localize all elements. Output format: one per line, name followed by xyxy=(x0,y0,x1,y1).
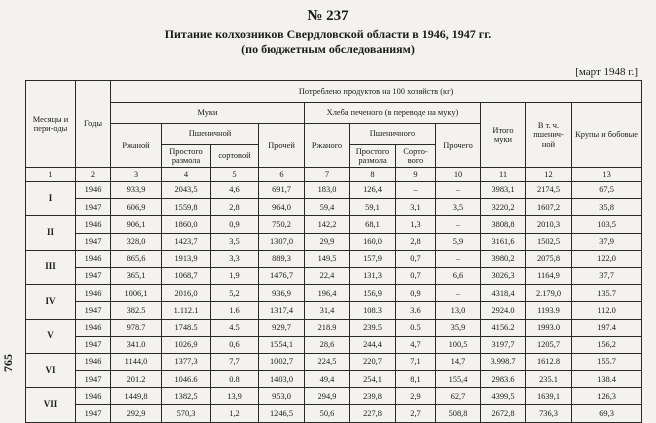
value-cell: 7,7 xyxy=(211,353,259,370)
table-row xyxy=(26,371,642,388)
year-cell: 1946 xyxy=(76,250,111,267)
column-number: 13 xyxy=(572,168,642,182)
year-cell: 1946 xyxy=(76,388,111,405)
value-cell: 4.5 xyxy=(211,319,259,336)
column-number: 4 xyxy=(162,168,211,182)
column-number: 12 xyxy=(526,168,572,182)
value-cell: 1913,9 xyxy=(162,250,211,267)
value-cell: 1476,7 xyxy=(259,267,305,284)
value-cell: 736,3 xyxy=(526,405,572,422)
month-label: I xyxy=(26,182,76,216)
value-cell: 328,0 xyxy=(111,233,162,250)
value-cell: 68,1 xyxy=(350,216,396,233)
column-number: 11 xyxy=(481,168,526,182)
value-cell: 156,2 xyxy=(572,336,642,353)
value-cell: 1193.9 xyxy=(526,302,572,319)
value-cell: 112.0 xyxy=(572,302,642,319)
value-cell: 149,5 xyxy=(305,250,350,267)
year-cell: 1946 xyxy=(76,319,111,336)
table-row xyxy=(26,182,642,199)
value-cell: 0,9 xyxy=(396,285,436,302)
value-cell: 382.5 xyxy=(111,302,162,319)
value-cell: 28,6 xyxy=(305,336,350,353)
value-cell: 1403,0 xyxy=(259,371,305,388)
value-cell: – xyxy=(436,216,481,233)
table-row xyxy=(26,319,642,336)
value-cell: 0,7 xyxy=(396,250,436,267)
value-cell: 126,4 xyxy=(350,182,396,199)
value-cell: 1612.8 xyxy=(526,353,572,370)
value-cell: 103,5 xyxy=(572,216,642,233)
value-cell: 62,7 xyxy=(436,388,481,405)
value-cell: 29,9 xyxy=(305,233,350,250)
value-cell: 1377,3 xyxy=(162,353,211,370)
value-cell: 0,9 xyxy=(211,216,259,233)
value-cell: 1502,5 xyxy=(526,233,572,250)
value-cell: 156,9 xyxy=(350,285,396,302)
value-cell: 691,7 xyxy=(259,182,305,199)
value-cell: 508,8 xyxy=(436,405,481,422)
header-simple-grind: Простого размола xyxy=(162,145,211,168)
value-cell: 341.0 xyxy=(111,336,162,353)
value-cell: 1317,4 xyxy=(259,302,305,319)
value-cell: 3980,2 xyxy=(481,250,526,267)
value-cell: 196,4 xyxy=(305,285,350,302)
value-cell: 31,4 xyxy=(305,302,350,319)
value-cell: 1559,8 xyxy=(162,199,211,216)
table-row xyxy=(26,302,642,319)
value-cell: 8,1 xyxy=(396,371,436,388)
table-row xyxy=(26,250,642,267)
column-number: 10 xyxy=(436,168,481,182)
value-cell: 2924.0 xyxy=(481,302,526,319)
value-cell: 1307,0 xyxy=(259,233,305,250)
value-cell: 50,6 xyxy=(305,405,350,422)
year-cell: 1946 xyxy=(76,285,111,302)
year-cell: 1947 xyxy=(76,371,111,388)
value-cell: 218.9 xyxy=(305,319,350,336)
table-row xyxy=(26,199,642,216)
header-total-flour: Итого муки xyxy=(481,103,526,168)
month-label: VII xyxy=(26,388,76,422)
value-cell: 183,0 xyxy=(305,182,350,199)
value-cell: 244,4 xyxy=(350,336,396,353)
value-cell: 1,2 xyxy=(211,405,259,422)
year-cell: 1947 xyxy=(76,267,111,284)
value-cell: 2075,8 xyxy=(526,250,572,267)
header-bread-wheat: Пшеничного xyxy=(350,124,436,145)
year-cell: 1947 xyxy=(76,233,111,250)
value-cell: 4156.2 xyxy=(481,319,526,336)
header-sort: сортовой xyxy=(211,145,259,168)
value-cell: 239,8 xyxy=(350,388,396,405)
value-cell: 197.4 xyxy=(572,319,642,336)
value-cell: 5,9 xyxy=(436,233,481,250)
header-flour: Муки xyxy=(111,103,305,124)
value-cell: 2.179,0 xyxy=(526,285,572,302)
value-cell: 1006,1 xyxy=(111,285,162,302)
value-cell: 155.7 xyxy=(572,353,642,370)
value-cell: 4318,4 xyxy=(481,285,526,302)
document-number: № 237 xyxy=(307,8,349,24)
value-cell: 3.998.7 xyxy=(481,353,526,370)
year-cell: 1946 xyxy=(76,182,111,199)
value-cell: 2,8 xyxy=(211,199,259,216)
value-cell: 235.1 xyxy=(526,371,572,388)
table-row xyxy=(26,267,642,284)
month-label: IV xyxy=(26,285,76,319)
value-cell: 3161,6 xyxy=(481,233,526,250)
value-cell: 2983.6 xyxy=(481,371,526,388)
year-cell: 1947 xyxy=(76,302,111,319)
value-cell: 142,2 xyxy=(305,216,350,233)
header-bread: Хлеба печеного (в переводе на муку) xyxy=(305,103,481,124)
value-cell: 13,9 xyxy=(211,388,259,405)
value-cell: 22,4 xyxy=(305,267,350,284)
value-cell: 126,3 xyxy=(572,388,642,405)
value-cell: 1,9 xyxy=(211,267,259,284)
value-cell: 67,5 xyxy=(572,182,642,199)
value-cell: 1046.6 xyxy=(162,371,211,388)
value-cell: – xyxy=(436,182,481,199)
value-cell: 978.7 xyxy=(111,319,162,336)
table-row xyxy=(26,233,642,250)
value-cell: 4,7 xyxy=(396,336,436,353)
header-bread-simple: Простого размола xyxy=(350,145,396,168)
header-cereals: Крупы и бобовые xyxy=(572,103,642,168)
value-cell: 37,9 xyxy=(572,233,642,250)
value-cell: 49,4 xyxy=(305,371,350,388)
value-cell: 2,7 xyxy=(396,405,436,422)
date-note: [март 1948 г.] xyxy=(575,66,638,78)
value-cell: 906,1 xyxy=(111,216,162,233)
value-cell: 108.3 xyxy=(350,302,396,319)
column-number: 7 xyxy=(305,168,350,182)
value-cell: 157,9 xyxy=(350,250,396,267)
value-cell: 606,9 xyxy=(111,199,162,216)
value-cell: 3220,2 xyxy=(481,199,526,216)
value-cell: 1.6 xyxy=(211,302,259,319)
header-bread-rye: Ржаного xyxy=(305,124,350,168)
value-cell: 3.6 xyxy=(396,302,436,319)
value-cell: 14,7 xyxy=(436,353,481,370)
value-cell: 1.112.1 xyxy=(162,302,211,319)
value-cell: 0.8 xyxy=(211,371,259,388)
value-cell: 2174,5 xyxy=(526,182,572,199)
column-number: 1 xyxy=(26,168,76,182)
value-cell: 160,0 xyxy=(350,233,396,250)
value-cell: 1449,8 xyxy=(111,388,162,405)
value-cell: 1993.0 xyxy=(526,319,572,336)
value-cell: 5,2 xyxy=(211,285,259,302)
value-cell: 1246,5 xyxy=(259,405,305,422)
value-cell: 254,1 xyxy=(350,371,396,388)
year-cell: 1947 xyxy=(76,405,111,422)
header-incl-wheat: В т. ч. пшенич-ной xyxy=(526,103,572,168)
value-cell: 100,5 xyxy=(436,336,481,353)
nutrition-table xyxy=(25,80,642,423)
column-number: 9 xyxy=(396,168,436,182)
value-cell: 2,8 xyxy=(396,233,436,250)
value-cell: 1205,7 xyxy=(526,336,572,353)
value-cell: 224,5 xyxy=(305,353,350,370)
header-bread-other: Прочего xyxy=(436,124,481,168)
value-cell: 59,1 xyxy=(350,199,396,216)
value-cell: 37,7 xyxy=(572,267,642,284)
page-number: 765 xyxy=(1,354,15,372)
value-cell: 936,9 xyxy=(259,285,305,302)
value-cell: 3,1 xyxy=(396,199,436,216)
value-cell: 3,5 xyxy=(436,199,481,216)
header-consumed: Потреблено продуктов на 100 хозяйств (кг) xyxy=(111,81,642,103)
value-cell: 4399,5 xyxy=(481,388,526,405)
header-other: Прочей xyxy=(259,124,305,168)
value-cell: 933,9 xyxy=(111,182,162,199)
value-cell: 2672,8 xyxy=(481,405,526,422)
value-cell: 155,4 xyxy=(436,371,481,388)
month-label: II xyxy=(26,216,76,250)
value-cell: 227,8 xyxy=(350,405,396,422)
value-cell: – xyxy=(436,250,481,267)
value-cell: 1026,9 xyxy=(162,336,211,353)
value-cell: 953,0 xyxy=(259,388,305,405)
value-cell: 1164,9 xyxy=(526,267,572,284)
value-cell: 1423,7 xyxy=(162,233,211,250)
column-number: 2 xyxy=(76,168,111,182)
value-cell: – xyxy=(396,182,436,199)
value-cell: 1382,5 xyxy=(162,388,211,405)
value-cell: 7,1 xyxy=(396,353,436,370)
value-cell: 3197,7 xyxy=(481,336,526,353)
value-cell: 2016,0 xyxy=(162,285,211,302)
value-cell: 2,9 xyxy=(396,388,436,405)
value-cell: 239.5 xyxy=(350,319,396,336)
year-cell: 1947 xyxy=(76,199,111,216)
year-cell: 1947 xyxy=(76,336,111,353)
value-cell: 1860,0 xyxy=(162,216,211,233)
month-label: V xyxy=(26,319,76,353)
header-bread-sort: Сорто-вого xyxy=(396,145,436,168)
value-cell: 964,0 xyxy=(259,199,305,216)
value-cell: 35,9 xyxy=(436,319,481,336)
month-label: III xyxy=(26,250,76,284)
value-cell: 6,6 xyxy=(436,267,481,284)
header-months: Месяцы и пери-оды xyxy=(26,81,76,168)
column-number: 5 xyxy=(211,168,259,182)
value-cell: 3983,1 xyxy=(481,182,526,199)
value-cell: 135.7 xyxy=(572,285,642,302)
value-cell: 865,6 xyxy=(111,250,162,267)
table-row xyxy=(26,336,642,353)
value-cell: 3808,8 xyxy=(481,216,526,233)
value-cell: 0.5 xyxy=(396,319,436,336)
value-cell: 4,6 xyxy=(211,182,259,199)
value-cell: 0,7 xyxy=(396,267,436,284)
column-number: 3 xyxy=(111,168,162,182)
value-cell: 138.4 xyxy=(572,371,642,388)
value-cell: 220,7 xyxy=(350,353,396,370)
year-cell: 1946 xyxy=(76,353,111,370)
column-number: 8 xyxy=(350,168,396,182)
value-cell: 1002,7 xyxy=(259,353,305,370)
value-cell: 1639,1 xyxy=(526,388,572,405)
value-cell: 1748.5 xyxy=(162,319,211,336)
value-cell: – xyxy=(436,285,481,302)
value-cell: 1607,2 xyxy=(526,199,572,216)
document-title: Питание колхозников Свердловской области в 1946, 1947 гг. xyxy=(164,27,492,41)
value-cell: 2010,3 xyxy=(526,216,572,233)
year-cell: 1946 xyxy=(76,216,111,233)
value-cell: 35,8 xyxy=(572,199,642,216)
header-years: Годы xyxy=(76,81,111,168)
column-number: 6 xyxy=(259,168,305,182)
value-cell: 3,5 xyxy=(211,233,259,250)
value-cell: 365,1 xyxy=(111,267,162,284)
value-cell: 122,0 xyxy=(572,250,642,267)
value-cell: 1554,1 xyxy=(259,336,305,353)
value-cell: 3,3 xyxy=(211,250,259,267)
value-cell: 292,9 xyxy=(111,405,162,422)
value-cell: 3026,3 xyxy=(481,267,526,284)
value-cell: 929,7 xyxy=(259,319,305,336)
value-cell: 131,3 xyxy=(350,267,396,284)
header-rye: Ржаной xyxy=(111,124,162,168)
table-row xyxy=(26,285,642,302)
header-wheat: Пшеничной xyxy=(162,124,259,145)
value-cell: 750,2 xyxy=(259,216,305,233)
table-row xyxy=(26,216,642,233)
table-row xyxy=(26,388,642,405)
value-cell: 1,3 xyxy=(396,216,436,233)
value-cell: 570,3 xyxy=(162,405,211,422)
value-cell: 201.2 xyxy=(111,371,162,388)
value-cell: 13,0 xyxy=(436,302,481,319)
value-cell: 1068,7 xyxy=(162,267,211,284)
month-label: VI xyxy=(26,353,76,387)
value-cell: 1144,0 xyxy=(111,353,162,370)
value-cell: 0,6 xyxy=(211,336,259,353)
document-subtitle: (по бюджетным обследованиям) xyxy=(241,42,415,56)
value-cell: 294,9 xyxy=(305,388,350,405)
value-cell: 69,3 xyxy=(572,405,642,422)
value-cell: 59,4 xyxy=(305,199,350,216)
table-row xyxy=(26,353,642,370)
value-cell: 2043,5 xyxy=(162,182,211,199)
value-cell: 889,3 xyxy=(259,250,305,267)
